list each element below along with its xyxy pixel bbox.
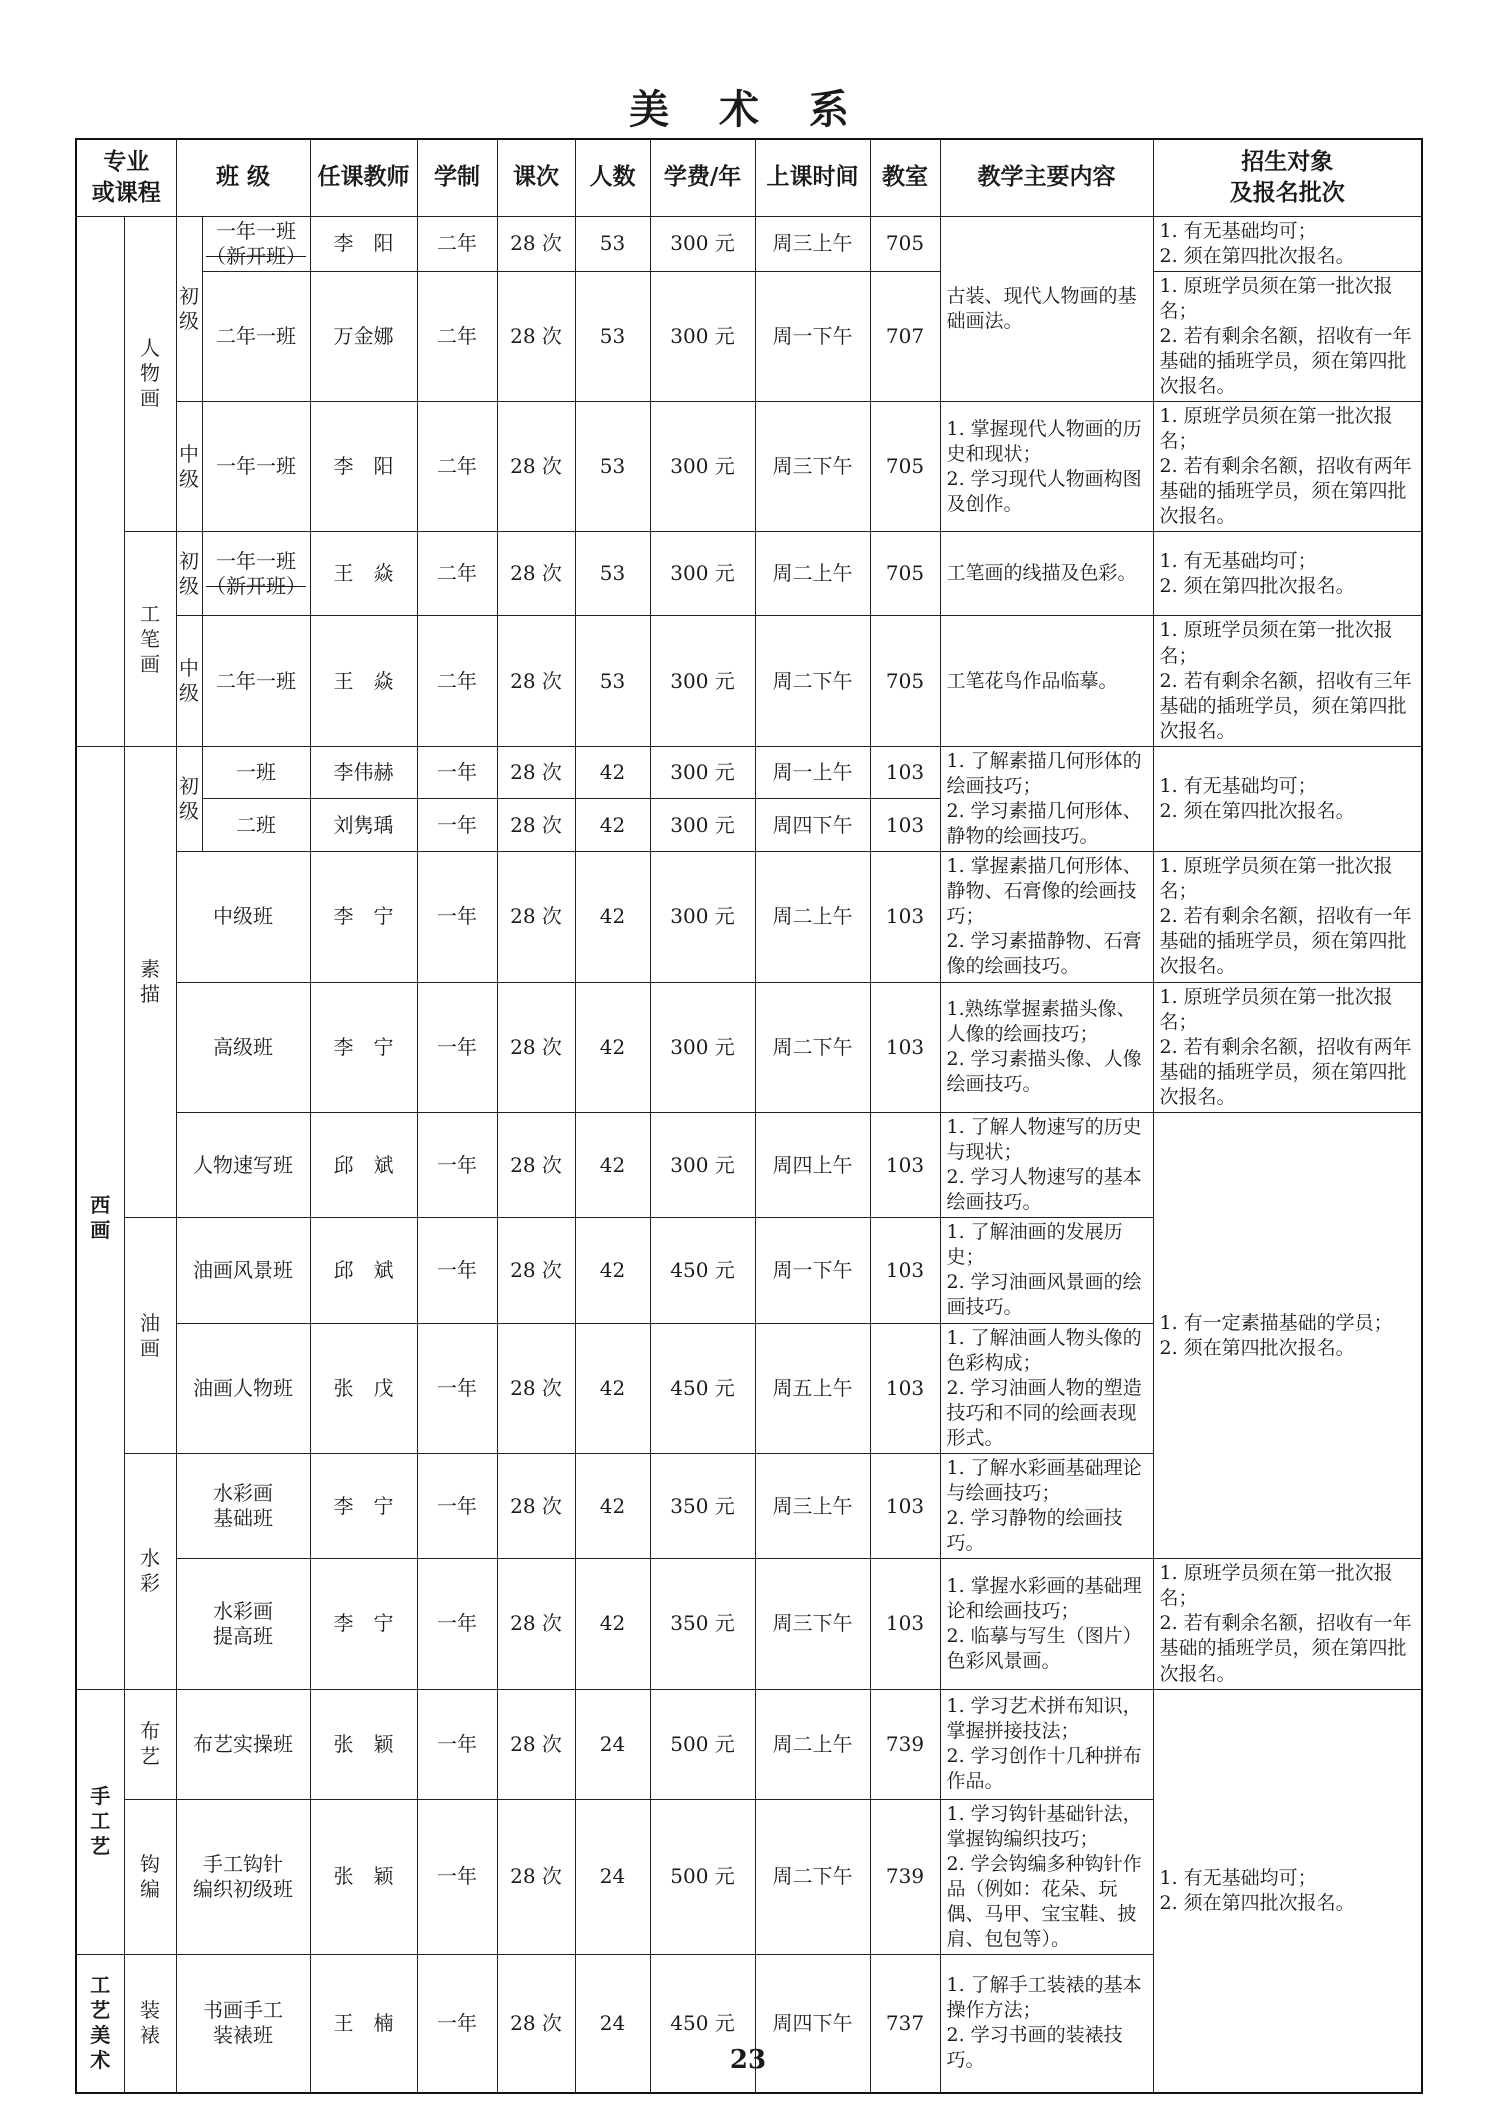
teacher: 王 焱 [310, 532, 417, 616]
subcategory-shuicai [124, 1453, 176, 1689]
time: 周二上午 [755, 852, 870, 982]
subcategory-gongbihua-text: 工笔画 [140, 601, 160, 676]
header-time: 上课时间 [755, 139, 870, 216]
class-name: 书画手工 装裱班 [176, 1955, 310, 2093]
room: 737 [870, 1955, 940, 2093]
room: 705 [870, 402, 940, 532]
subcategory-youhua-text: 油画 [140, 1310, 160, 1360]
class-name: 油画风景班 [176, 1218, 310, 1323]
sessions: 28 次 [497, 1559, 575, 1689]
teacher: 李 宁 [310, 1559, 417, 1689]
duration: 一年 [417, 1112, 497, 1217]
header-class: 班 级 [176, 139, 310, 216]
class-label: 一年一班 [216, 218, 296, 243]
recruit-cell: 1. 有一定素描基础的学员； 2. 须在第四批次报名。 [1153, 1112, 1422, 1558]
duration: 一年 [417, 1559, 497, 1689]
subcategory-shuicai-text: 水彩 [140, 1546, 160, 1596]
subcategory-sumiao [124, 746, 176, 1217]
table-row [76, 982, 1422, 1112]
time: 周五上午 [755, 1323, 870, 1453]
sessions: 28 次 [497, 271, 575, 401]
category-empty-cell [76, 216, 124, 746]
level-zhongji [176, 616, 202, 746]
time: 周一上午 [755, 746, 870, 799]
duration: 一年 [417, 746, 497, 799]
fee: 300 元 [650, 746, 755, 799]
recruit-cell: 1. 原班学员须在第一批次报名； 2. 若有剩余名额，招收有一年基础的插班学员，须在第四批次报名。 [1153, 271, 1422, 401]
table-row [76, 746, 1422, 799]
duration: 一年 [417, 799, 497, 852]
sessions: 28 次 [497, 1799, 575, 1954]
content-cell: 1.熟练掌握素描头像、人像的绘画技巧； 2. 学习素描头像、人像绘画技巧。 [940, 982, 1153, 1112]
students: 42 [575, 1323, 650, 1453]
subcategory-zhuangbiao-text: 装裱 [140, 1998, 160, 2048]
table-row [76, 1689, 1422, 1799]
page-title: 美 术 系 [629, 86, 867, 133]
header-content: 教学主要内容 [940, 139, 1153, 216]
category-xihua-text: 西画 [90, 1192, 111, 1242]
table-row [76, 616, 1422, 746]
students: 53 [575, 271, 650, 401]
duration: 二年 [417, 616, 497, 746]
recruit-cell: 1. 有无基础均可； 2. 须在第四批次报名。 [1153, 1689, 1422, 2092]
table-row [76, 532, 1422, 616]
room: 103 [870, 1112, 940, 1217]
header-room: 教室 [870, 139, 940, 216]
time: 周一下午 [755, 271, 870, 401]
teacher: 李伟赫 [310, 746, 417, 799]
room: 103 [870, 1559, 940, 1689]
sessions: 28 次 [497, 852, 575, 982]
class-name: 二年一班 [202, 616, 310, 746]
teacher: 张 颖 [310, 1799, 417, 1954]
fee: 300 元 [650, 616, 755, 746]
time: 周三下午 [755, 402, 870, 532]
header-students: 人数 [575, 139, 650, 216]
class-name: 油画人物班 [176, 1323, 310, 1453]
students: 42 [575, 799, 650, 852]
sessions: 28 次 [497, 1453, 575, 1558]
class-name: 人物速写班 [176, 1112, 310, 1217]
fee: 500 元 [650, 1689, 755, 1799]
teacher: 王 焱 [310, 616, 417, 746]
recruit-cell: 1. 有无基础均可； 2. 须在第四批次报名。 [1153, 216, 1422, 271]
fee: 500 元 [650, 1799, 755, 1954]
sessions: 28 次 [497, 1323, 575, 1453]
level-zhongji [176, 402, 202, 532]
sessions: 28 次 [497, 532, 575, 616]
content-cell: 1. 了解人物速写的历史与现状； 2. 学习人物速写的基本绘画技巧。 [940, 1112, 1153, 1217]
content-cell: 1. 学习钩针基础针法，掌握钩编织技巧； 2. 学会钩编多种钩针作品（例如：花朵、玩偶、马甲、宝宝鞋、披肩、包包等）。 [940, 1799, 1153, 1954]
room: 705 [870, 616, 940, 746]
class-name: 水彩画 基础班 [176, 1453, 310, 1558]
sessions: 28 次 [497, 216, 575, 271]
table-row [76, 1112, 1422, 1217]
fee: 350 元 [650, 1453, 755, 1558]
category-shougongyi [76, 1689, 124, 1954]
content-cell: 1. 了解素描几何形体的绘画技巧； 2. 学习素描几何形体、静物的绘画技巧。 [940, 746, 1153, 851]
content-cell: 1. 了解油画的发展历史； 2. 学习油画风景画的绘画技巧。 [940, 1218, 1153, 1323]
sessions: 28 次 [497, 1689, 575, 1799]
students: 42 [575, 1453, 650, 1558]
teacher: 张 戊 [310, 1323, 417, 1453]
sessions: 28 次 [497, 746, 575, 799]
content-cell: 古装、现代人物画的基础画法。 [940, 216, 1153, 402]
content-cell: 1. 掌握水彩画的基础理论和绘画技巧； 2. 临摹与写生（图片）色彩风景画。 [940, 1559, 1153, 1689]
sessions: 28 次 [497, 982, 575, 1112]
fee: 300 元 [650, 532, 755, 616]
teacher: 刘隽瑀 [310, 799, 417, 852]
duration: 二年 [417, 216, 497, 271]
recruit-cell: 1. 原班学员须在第一批次报名； 2. 若有剩余名额，招收有一年基础的插班学员，须在第四批次报名。 [1153, 852, 1422, 982]
recruit-cell: 1. 原班学员须在第一批次报名； 2. 若有剩余名额，招收有三年基础的插班学员，须在第四批次报名。 [1153, 616, 1422, 746]
students: 24 [575, 1955, 650, 2093]
students: 24 [575, 1799, 650, 1954]
room: 739 [870, 1799, 940, 1954]
duration: 一年 [417, 1453, 497, 1558]
recruit-cell: 1. 原班学员须在第一批次报名； 2. 若有剩余名额，招收有两年基础的插班学员，须在第四批次报名。 [1153, 402, 1422, 532]
sessions: 28 次 [497, 1955, 575, 2093]
time: 周二上午 [755, 532, 870, 616]
time: 周四下午 [755, 1955, 870, 2093]
category-xihua [76, 746, 124, 1689]
students: 42 [575, 982, 650, 1112]
teacher: 李 宁 [310, 852, 417, 982]
class-name: 一年一班 [202, 402, 310, 532]
class-name: 二班 [202, 799, 310, 852]
new-class-note: （新开班） [206, 573, 306, 598]
level-zhongji-text: 中级 [179, 441, 199, 491]
students: 42 [575, 1218, 650, 1323]
fee: 300 元 [650, 1112, 755, 1217]
time: 周二下午 [755, 616, 870, 746]
subcategory-renwuhua-text: 人物画 [140, 336, 160, 411]
duration: 一年 [417, 1799, 497, 1954]
class-name [202, 216, 310, 271]
header-row [76, 139, 1422, 216]
time: 周四下午 [755, 799, 870, 852]
teacher: 万金娜 [310, 271, 417, 401]
table-row [76, 1559, 1422, 1689]
header-teacher: 任课教师 [310, 139, 417, 216]
class-name: 中级班 [176, 852, 310, 982]
time: 周一下午 [755, 1218, 870, 1323]
time: 周二下午 [755, 982, 870, 1112]
time: 周三下午 [755, 1559, 870, 1689]
fee: 300 元 [650, 852, 755, 982]
new-class-note: （新开班） [206, 243, 306, 268]
room: 103 [870, 1218, 940, 1323]
fee: 450 元 [650, 1323, 755, 1453]
fee: 300 元 [650, 799, 755, 852]
recruit-cell: 1. 原班学员须在第一批次报名； 2. 若有剩余名额，招收有两年基础的插班学员，须在第四批次报名。 [1153, 982, 1422, 1112]
teacher: 王 楠 [310, 1955, 417, 2093]
duration: 一年 [417, 982, 497, 1112]
header-sessions: 课次 [497, 139, 575, 216]
room: 103 [870, 746, 940, 799]
table-row [76, 216, 1422, 271]
content-cell: 1. 掌握素描几何形体、静物、石膏像的绘画技巧； 2. 学习素描静物、石膏像的绘画技巧。 [940, 852, 1153, 982]
class-name [202, 532, 310, 616]
students: 24 [575, 1689, 650, 1799]
duration: 一年 [417, 852, 497, 982]
level-chuji-text: 初级 [179, 773, 199, 823]
room: 707 [870, 271, 940, 401]
teacher: 李 宁 [310, 982, 417, 1112]
room: 103 [870, 799, 940, 852]
students: 53 [575, 216, 650, 271]
class-name: 布艺实操班 [176, 1689, 310, 1799]
level-chuji [176, 746, 202, 851]
subcategory-youhua [124, 1218, 176, 1454]
room: 705 [870, 532, 940, 616]
students: 53 [575, 402, 650, 532]
content-cell: 1. 了解水彩画基础理论与绘画技巧； 2. 学习静物的绘画技巧。 [940, 1453, 1153, 1558]
subcategory-buyi-text: 布艺 [140, 1719, 160, 1769]
category-gongyimeishu-text: 工艺美术 [90, 1973, 111, 2073]
room: 739 [870, 1689, 940, 1799]
table-row [76, 852, 1422, 982]
level-chuji [176, 532, 202, 616]
table-row [76, 402, 1422, 532]
level-chuji-text: 初级 [179, 283, 199, 333]
content-cell: 1. 学习艺术拼布知识，掌握拼接技法； 2. 学习创作十几种拼布作品。 [940, 1689, 1153, 1799]
header-fee: 学费/年 [650, 139, 755, 216]
room: 103 [870, 1323, 940, 1453]
category-shougongyi-text: 手工艺 [90, 1784, 111, 1859]
teacher: 邱 斌 [310, 1112, 417, 1217]
level-zhongji-text: 中级 [179, 656, 199, 706]
teacher: 邱 斌 [310, 1218, 417, 1323]
students: 42 [575, 1559, 650, 1689]
time: 周三上午 [755, 216, 870, 271]
class-name: 高级班 [176, 982, 310, 1112]
fee: 300 元 [650, 216, 755, 271]
time: 周二上午 [755, 1689, 870, 1799]
header-category: 专业 或课程 [76, 139, 176, 216]
class-name: 二年一班 [202, 271, 310, 401]
room: 705 [870, 216, 940, 271]
fee: 450 元 [650, 1218, 755, 1323]
fee: 350 元 [650, 1559, 755, 1689]
students: 42 [575, 852, 650, 982]
fee: 300 元 [650, 402, 755, 532]
subcategory-renwuhua [124, 216, 176, 532]
content-cell: 1. 了解油画人物头像的色彩构成； 2. 学习油画人物的塑造技巧和不同的绘画表现形式。 [940, 1323, 1153, 1453]
header-recruit: 招生对象 及报名批次 [1153, 139, 1422, 216]
sessions: 28 次 [497, 402, 575, 532]
class-name: 手工钩针 编织初级班 [176, 1799, 310, 1954]
time: 周四上午 [755, 1112, 870, 1217]
duration: 二年 [417, 271, 497, 401]
fee: 300 元 [650, 982, 755, 1112]
duration: 二年 [417, 532, 497, 616]
subcategory-gongbihua [124, 532, 176, 746]
teacher: 张 颖 [310, 1689, 417, 1799]
subcategory-gouzhen [124, 1799, 176, 1954]
class-name: 一班 [202, 746, 310, 799]
class-label: 一年一班 [216, 548, 296, 573]
teacher: 李 阳 [310, 402, 417, 532]
teacher: 李 阳 [310, 216, 417, 271]
time: 周二下午 [755, 1799, 870, 1954]
class-name: 水彩画 提高班 [176, 1559, 310, 1689]
fee: 450 元 [650, 1955, 755, 2093]
table-row [76, 271, 1422, 401]
teacher: 李 宁 [310, 1453, 417, 1558]
duration: 一年 [417, 1689, 497, 1799]
content-cell: 1. 了解手工装裱的基本操作方法； 2. 学习书画的装裱技巧。 [940, 1955, 1153, 2093]
content-cell: 工笔画的线描及色彩。 [940, 532, 1153, 616]
level-chuji-text: 初级 [179, 548, 199, 598]
content-cell: 工笔花鸟作品临摹。 [940, 616, 1153, 746]
sessions: 28 次 [497, 799, 575, 852]
students: 42 [575, 746, 650, 799]
students: 53 [575, 616, 650, 746]
students: 53 [575, 532, 650, 616]
recruit-cell: 1. 原班学员须在第一批次报名； 2. 若有剩余名额，招收有一年基础的插班学员，须在第四批次报名。 [1153, 1559, 1422, 1689]
room: 103 [870, 852, 940, 982]
subcategory-buyi [124, 1689, 176, 1799]
time: 周三上午 [755, 1453, 870, 1558]
recruit-cell: 1. 有无基础均可； 2. 须在第四批次报名。 [1153, 532, 1422, 616]
sessions: 28 次 [497, 1218, 575, 1323]
header-duration: 学制 [417, 139, 497, 216]
fee: 300 元 [650, 271, 755, 401]
subcategory-gouzhen-text: 钩编 [140, 1851, 160, 1901]
room: 103 [870, 982, 940, 1112]
recruit-cell: 1. 有无基础均可； 2. 须在第四批次报名。 [1153, 746, 1422, 851]
duration: 一年 [417, 1323, 497, 1453]
sessions: 28 次 [497, 1112, 575, 1217]
duration: 二年 [417, 402, 497, 532]
page-number: 23 [729, 2045, 767, 2075]
content-cell: 1. 掌握现代人物画的历史和现状； 2. 学习现代人物画构图及创作。 [940, 402, 1153, 532]
duration: 一年 [417, 1955, 497, 2093]
course-table [75, 138, 1423, 2094]
room: 103 [870, 1453, 940, 1558]
subcategory-sumiao-text: 素描 [140, 957, 160, 1007]
sessions: 28 次 [497, 616, 575, 746]
level-chuji [176, 216, 202, 402]
duration: 一年 [417, 1218, 497, 1323]
students: 42 [575, 1112, 650, 1217]
